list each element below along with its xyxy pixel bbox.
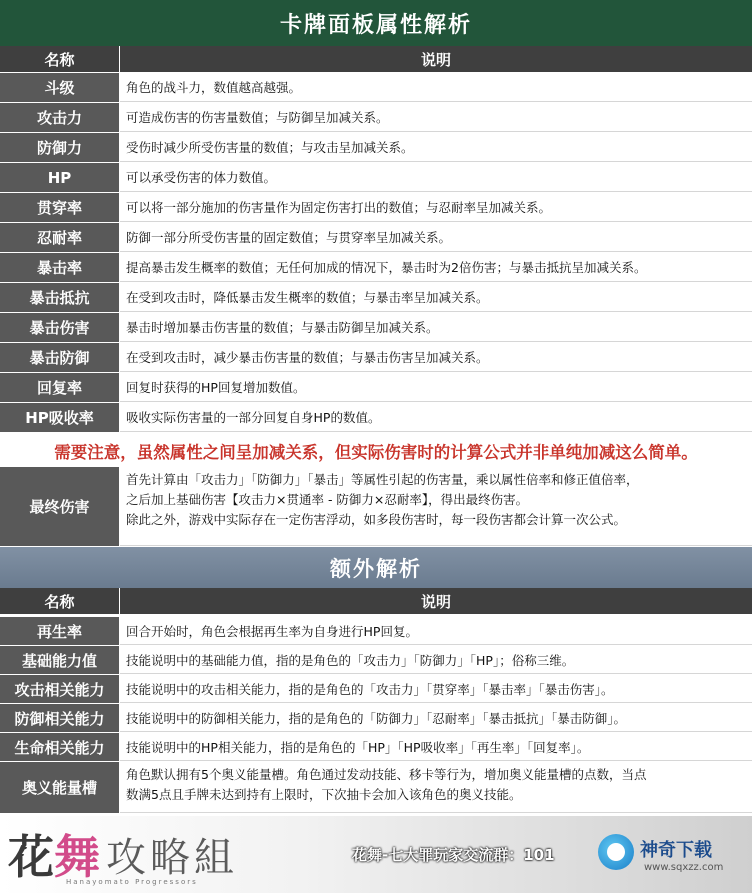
- table-row: [0, 313, 752, 343]
- footer: [0, 816, 752, 893]
- attr-desc: 回复时获得的HP回复增加数值。: [120, 373, 752, 402]
- table-row: [0, 403, 752, 433]
- table-row: [0, 343, 752, 373]
- attr-name: 暴击率: [0, 253, 120, 282]
- attr-name: HP: [0, 163, 120, 192]
- logo-char-wu: 舞: [54, 830, 100, 884]
- hanamai-logo: [8, 826, 238, 886]
- attr-desc: 在受到攻击时，减少暴击伤害量的数值；与暴击伤害呈加减关系。: [120, 343, 752, 372]
- extra-table-header: [0, 588, 752, 614]
- brand-url: www.sqxzz.com: [644, 862, 724, 873]
- attr-desc: 吸收实际伤害量的一部分回复自身HP的数值。: [120, 403, 752, 432]
- table-row: [0, 103, 752, 133]
- table-row: [0, 373, 752, 403]
- attr-desc: 角色的战斗力，数值越高越强。: [120, 73, 752, 102]
- table-row: [0, 253, 752, 283]
- attr-name: 攻击力: [0, 103, 120, 132]
- attr-desc: 暴击时增加暴击伤害量的数值；与暴击防御呈加减关系。: [120, 313, 752, 342]
- table-row: [0, 704, 752, 733]
- ougi-line: 数满5点且手牌未达到持有上限时，下次抽卡会加入该角色的奥义技能。: [126, 787, 522, 802]
- extra-title: 额外解析: [0, 547, 752, 588]
- table-row: [0, 223, 752, 253]
- brand-watermark: [598, 828, 748, 884]
- table-row: [0, 646, 752, 675]
- ougi-name: 奥义能量槽: [0, 762, 120, 813]
- final-damage-line: 之后加上基础伤害【攻击力×贯通率 - 防御力×忍耐率】，得出最终伤害。: [126, 492, 529, 507]
- attr-desc: 提高暴击发生概率的数值；无任何加成的情况下，暴击时为2倍伤害；与暴击抵抗呈加减关系。: [120, 253, 752, 282]
- attr-name: 暴击伤害: [0, 313, 120, 342]
- attr-desc: 可以将一部分施加的伤害量作为固定伤害打出的数值；与忍耐率呈加减关系。: [120, 193, 752, 222]
- final-damage-name: 最终伤害: [0, 467, 120, 546]
- extra-desc: 技能说明中的攻击相关能力，指的是角色的「攻击力」「贯穿率」「暴击率」「暴击伤害」。: [120, 675, 752, 703]
- attr-desc: 在受到攻击时，降低暴击发生概率的数值；与暴击率呈加减关系。: [120, 283, 752, 312]
- attr-desc: 受伤时减少所受伤害量的数值；与攻击呈加减关系。: [120, 133, 752, 162]
- table-row: [0, 762, 752, 814]
- attr-desc: 可造成伤害的伤害量数值；与防御呈加减关系。: [120, 103, 752, 132]
- table-row: [0, 193, 752, 223]
- attr-name: 暴击防御: [0, 343, 120, 372]
- table-row: [0, 73, 752, 103]
- extra-desc: 技能说明中的HP相关能力，指的是角色的「HP」「HP吸收率」「再生率」「回复率」。: [120, 733, 752, 761]
- header-name: 名称: [0, 46, 120, 72]
- attribute-table: [0, 73, 752, 433]
- brand-name: 神奇下载: [640, 840, 712, 861]
- attr-name: 防御力: [0, 133, 120, 162]
- notice-text: 需要注意，虽然属性之间呈加减关系，但实际伤害时的计算公式并非单纯加减这么简单。: [0, 436, 752, 466]
- ougi-desc: [120, 762, 752, 813]
- table-row: [0, 283, 752, 313]
- brand-logo-icon: [598, 834, 634, 870]
- attr-name: 贯穿率: [0, 193, 120, 222]
- extra-desc: 技能说明中的基础能力值，指的是角色的「攻击力」「防御力」「HP」；俗称三维。: [120, 646, 752, 674]
- attr-name: 忍耐率: [0, 223, 120, 252]
- header-desc: 说明: [120, 46, 752, 72]
- ougi-line: 角色默认拥有5个奥义能量槽。角色通过发动技能、移卡等行为，增加奥义能量槽的点数，当点: [126, 767, 647, 782]
- final-damage-table: [0, 467, 752, 547]
- logo-text: 攻略組: [106, 834, 238, 881]
- table-row: [0, 733, 752, 762]
- table-row: [0, 133, 752, 163]
- logo-char-hua: 花: [8, 830, 54, 884]
- group-info: 花舞-七大罪玩家交流群：101: [352, 846, 555, 864]
- extra-name: 防御相关能力: [0, 704, 120, 732]
- table-row: [0, 467, 752, 547]
- table-row: [0, 675, 752, 704]
- final-damage-line: 除此之外，游戏中实际存在一定伤害浮动，如多段伤害时，每一段伤害都会计算一次公式。: [126, 512, 627, 527]
- attr-name: 回复率: [0, 373, 120, 402]
- extra-name: 基础能力值: [0, 646, 120, 674]
- attr-name: HP吸收率: [0, 403, 120, 432]
- extra-name: 攻击相关能力: [0, 675, 120, 703]
- final-damage-desc: [120, 467, 752, 546]
- logo-subtitle: Hanayomato Progressors: [66, 878, 198, 886]
- attr-desc: 防御一部分所受伤害量的固定数值；与贯穿率呈加减关系。: [120, 223, 752, 252]
- table-row: [0, 163, 752, 193]
- attr-name: 暴击抵抗: [0, 283, 120, 312]
- extra-name: 生命相关能力: [0, 733, 120, 761]
- header-desc: 说明: [120, 588, 752, 614]
- table-row: [0, 617, 752, 646]
- table-header: [0, 46, 752, 72]
- extra-desc: 技能说明中的防御相关能力，指的是角色的「防御力」「忍耐率」「暴击抵抗」「暴击防御」。: [120, 704, 752, 732]
- header-name: 名称: [0, 588, 120, 614]
- attr-desc: 可以承受伤害的体力数值。: [120, 163, 752, 192]
- main-title: 卡牌面板属性解析: [0, 0, 752, 46]
- extra-name: 再生率: [0, 617, 120, 645]
- attr-name: 斗级: [0, 73, 120, 102]
- extra-desc: 回合开始时，角色会根据再生率为自身进行HP回复。: [120, 617, 752, 645]
- extra-table: [0, 617, 752, 814]
- final-damage-line: 首先计算由「攻击力」「防御力」「暴击」等属性引起的伤害量，乘以属性倍率和修正值倍率，: [126, 472, 639, 487]
